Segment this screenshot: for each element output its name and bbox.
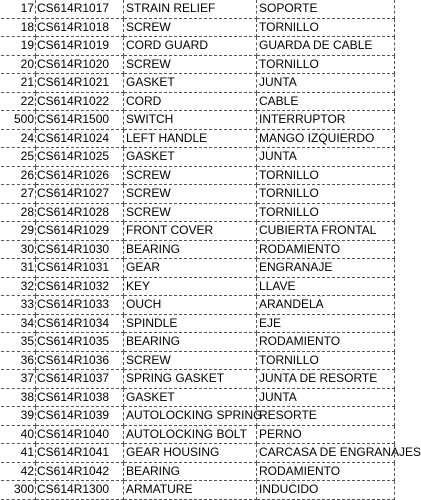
english-description-cell: GEAR bbox=[124, 259, 257, 278]
table-row bbox=[1, 203, 395, 222]
spanish-description-cell: TORNILLO bbox=[257, 351, 395, 370]
spanish-description-cell: MANGO IZQUIERDO bbox=[257, 129, 395, 148]
english-description-cell: SCREW bbox=[124, 203, 257, 222]
part-number-cell: CS614R1035 bbox=[36, 333, 124, 352]
spanish-description-cell: JUNTA bbox=[257, 388, 395, 407]
part-number-cell: CS614R1024 bbox=[36, 129, 124, 148]
english-description-cell: FRONT COVER bbox=[124, 222, 257, 241]
table-row bbox=[1, 240, 395, 259]
table-row bbox=[1, 333, 395, 352]
table-row bbox=[1, 444, 395, 463]
english-description-cell: SPINDLE bbox=[124, 314, 257, 333]
table-row bbox=[1, 18, 395, 37]
table-row bbox=[1, 462, 395, 481]
spanish-description-cell: CABLE bbox=[257, 92, 395, 111]
part-number-cell: CS614R1020 bbox=[36, 55, 124, 74]
english-description-cell: STRAIN RELIEF bbox=[124, 0, 257, 18]
english-description-cell: ARMATURE bbox=[124, 481, 257, 500]
item-number-cell: 18 bbox=[1, 18, 36, 37]
spanish-description-cell: TORNILLO bbox=[257, 166, 395, 185]
table-row bbox=[1, 129, 395, 148]
item-number-cell: 32 bbox=[1, 277, 36, 296]
english-description-cell: SPRING GASKET bbox=[124, 370, 257, 389]
part-number-cell: CS614R1034 bbox=[36, 314, 124, 333]
spanish-description-cell: JUNTA DE RESORTE bbox=[257, 370, 395, 389]
english-description-cell: GASKET bbox=[124, 74, 257, 93]
part-number-cell: CS614R1300 bbox=[36, 481, 124, 500]
table-row bbox=[1, 148, 395, 167]
english-description-cell: SCREW bbox=[124, 18, 257, 37]
spanish-description-cell: JUNTA bbox=[257, 74, 395, 93]
item-number-cell: 39 bbox=[1, 407, 36, 426]
table-row bbox=[1, 166, 395, 185]
english-description-cell: SCREW bbox=[124, 351, 257, 370]
part-number-cell: CS614R1036 bbox=[36, 351, 124, 370]
english-description-cell: GEAR HOUSING bbox=[124, 444, 257, 463]
part-number-cell: CS614R1030 bbox=[36, 240, 124, 259]
item-number-cell: 38 bbox=[1, 388, 36, 407]
table-row bbox=[1, 92, 395, 111]
part-number-cell: CS614R1038 bbox=[36, 388, 124, 407]
item-number-cell: 28 bbox=[1, 203, 36, 222]
english-description-cell: AUTOLOCKING BOLT bbox=[124, 425, 257, 444]
item-number-cell: 33 bbox=[1, 296, 36, 315]
spanish-description-cell: TORNILLO bbox=[257, 55, 395, 74]
spanish-description-cell: ENGRANAJE bbox=[257, 259, 395, 278]
english-description-cell: CORD bbox=[124, 92, 257, 111]
english-description-cell: AUTOLOCKING SPRING bbox=[124, 407, 257, 426]
english-description-cell: SCREW bbox=[124, 55, 257, 74]
item-number-cell: 22 bbox=[1, 92, 36, 111]
parts-list-table bbox=[1, 0, 421, 500]
spanish-description-cell: EJE bbox=[257, 314, 395, 333]
table-row bbox=[1, 314, 395, 333]
english-description-cell: OUCH bbox=[124, 296, 257, 315]
table-row bbox=[1, 0, 395, 18]
parts-list-body bbox=[1, 0, 421, 499]
spanish-description-cell: RODAMIENTO bbox=[257, 462, 395, 481]
spanish-description-cell: CUBIERTA FRONTAL bbox=[257, 222, 395, 241]
spanish-description-cell: RODAMIENTO bbox=[257, 333, 395, 352]
part-number-cell: CS614R1025 bbox=[36, 148, 124, 167]
item-number-cell: 17 bbox=[1, 0, 36, 18]
table-row bbox=[1, 296, 395, 315]
spanish-description-cell: SOPORTE bbox=[257, 0, 395, 18]
english-description-cell: CORD GUARD bbox=[124, 37, 257, 56]
spanish-description-cell: CARCASA DE ENGRANAJES bbox=[257, 444, 395, 463]
part-number-cell: CS614R1028 bbox=[36, 203, 124, 222]
part-number-cell: CS614R1017 bbox=[36, 0, 124, 18]
item-number-cell: 42 bbox=[1, 462, 36, 481]
item-number-cell: 21 bbox=[1, 74, 36, 93]
table-row bbox=[1, 55, 395, 74]
part-number-cell: CS614R1039 bbox=[36, 407, 124, 426]
item-number-cell: 30 bbox=[1, 240, 36, 259]
spanish-description-cell: TORNILLO bbox=[257, 203, 395, 222]
item-number-cell: 29 bbox=[1, 222, 36, 241]
spanish-description-cell: ARANDELA bbox=[257, 296, 395, 315]
table-row bbox=[1, 351, 395, 370]
table-row bbox=[1, 74, 395, 93]
spanish-description-cell: INDUCIDO bbox=[257, 481, 395, 500]
spanish-description-cell: TORNILLO bbox=[257, 18, 395, 37]
table-row bbox=[1, 111, 395, 130]
spanish-description-cell: JUNTA bbox=[257, 148, 395, 167]
item-number-cell: 26 bbox=[1, 166, 36, 185]
table-row bbox=[1, 407, 395, 426]
item-number-cell: 500 bbox=[1, 111, 36, 130]
table-row bbox=[1, 388, 395, 407]
part-number-cell: CS614R1042 bbox=[36, 462, 124, 481]
table-row bbox=[1, 259, 395, 278]
english-description-cell: GASKET bbox=[124, 148, 257, 167]
table-row bbox=[1, 222, 395, 241]
item-number-cell: 19 bbox=[1, 37, 36, 56]
english-description-cell: GASKET bbox=[124, 388, 257, 407]
spanish-description-cell: RESORTE bbox=[257, 407, 395, 426]
item-number-cell: 37 bbox=[1, 370, 36, 389]
english-description-cell: SCREW bbox=[124, 185, 257, 204]
table-row bbox=[1, 185, 395, 204]
part-number-cell: CS614R1033 bbox=[36, 296, 124, 315]
part-number-cell: CS614R1019 bbox=[36, 37, 124, 56]
spanish-description-cell: GUARDA DE CABLE bbox=[257, 37, 395, 56]
english-description-cell: SWITCH bbox=[124, 111, 257, 130]
spanish-description-cell: PERNO bbox=[257, 425, 395, 444]
item-number-cell: 41 bbox=[1, 444, 36, 463]
part-number-cell: CS614R1031 bbox=[36, 259, 124, 278]
english-description-cell: SCREW bbox=[124, 166, 257, 185]
spanish-description-cell: INTERRUPTOR bbox=[257, 111, 395, 130]
part-number-cell: CS614R1037 bbox=[36, 370, 124, 389]
spanish-description-cell: LLAVE bbox=[257, 277, 395, 296]
item-number-cell: 40 bbox=[1, 425, 36, 444]
english-description-cell: BEARING bbox=[124, 462, 257, 481]
item-number-cell: 31 bbox=[1, 259, 36, 278]
part-number-cell: CS614R1022 bbox=[36, 92, 124, 111]
part-number-cell: CS614R1026 bbox=[36, 166, 124, 185]
part-number-cell: CS614R1041 bbox=[36, 444, 124, 463]
part-number-cell: CS614R1018 bbox=[36, 18, 124, 37]
item-number-cell: 25 bbox=[1, 148, 36, 167]
table-row bbox=[1, 481, 395, 500]
table-row bbox=[1, 277, 395, 296]
part-number-cell: CS614R1032 bbox=[36, 277, 124, 296]
part-number-cell: CS614R1027 bbox=[36, 185, 124, 204]
item-number-cell: 35 bbox=[1, 333, 36, 352]
item-number-cell: 24 bbox=[1, 129, 36, 148]
item-number-cell: 20 bbox=[1, 55, 36, 74]
table-row bbox=[1, 370, 395, 389]
english-description-cell: KEY bbox=[124, 277, 257, 296]
item-number-cell: 36 bbox=[1, 351, 36, 370]
part-number-cell: CS614R1021 bbox=[36, 74, 124, 93]
part-number-cell: CS614R1500 bbox=[36, 111, 124, 130]
table-row bbox=[1, 37, 395, 56]
part-number-cell: CS614R1029 bbox=[36, 222, 124, 241]
spanish-description-cell: RODAMIENTO bbox=[257, 240, 395, 259]
table-row bbox=[1, 425, 395, 444]
english-description-cell: BEARING bbox=[124, 333, 257, 352]
english-description-cell: LEFT HANDLE bbox=[124, 129, 257, 148]
item-number-cell: 34 bbox=[1, 314, 36, 333]
spanish-description-cell: TORNILLO bbox=[257, 185, 395, 204]
english-description-cell: BEARING bbox=[124, 240, 257, 259]
item-number-cell: 27 bbox=[1, 185, 36, 204]
part-number-cell: CS614R1040 bbox=[36, 425, 124, 444]
item-number-cell: 300 bbox=[1, 481, 36, 500]
